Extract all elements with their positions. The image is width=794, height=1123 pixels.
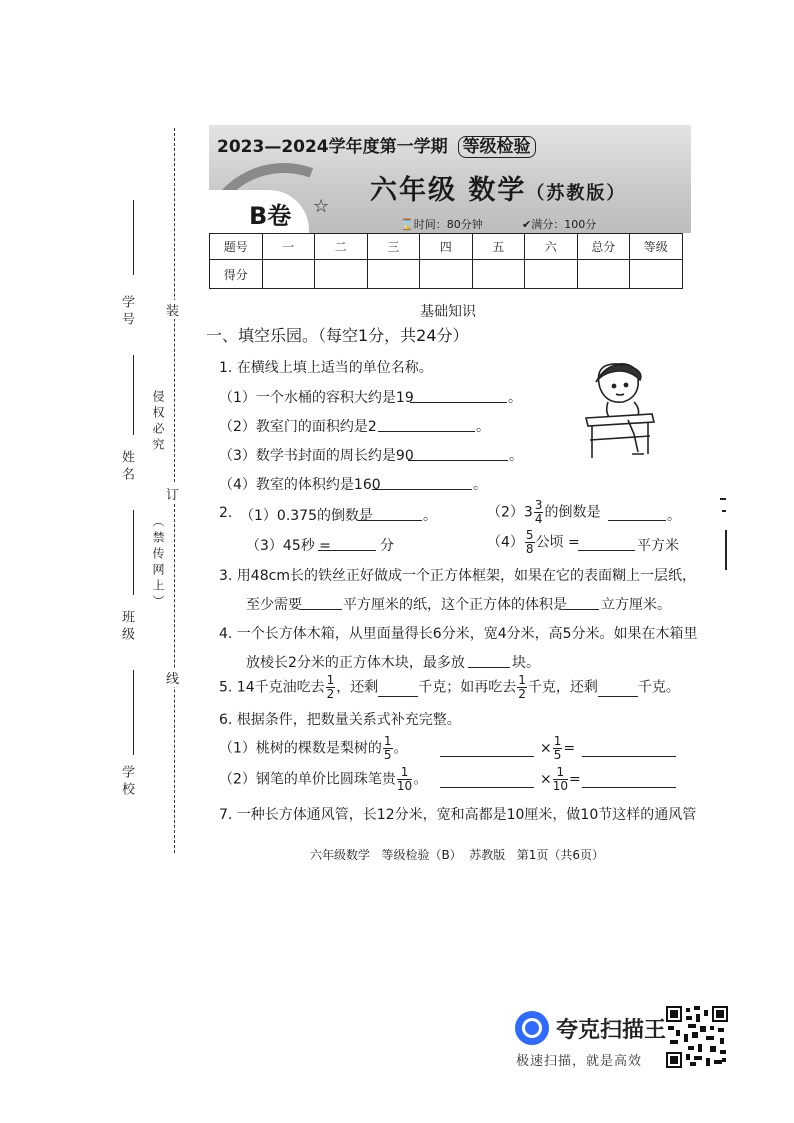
seal-char-xian: 线 <box>166 668 179 687</box>
q1-blank-1[interactable] <box>410 402 507 403</box>
star-icon: ☆ <box>313 196 330 217</box>
score-table <box>209 233 683 289</box>
table-header: 一 <box>262 234 315 260</box>
student-id-label: 学号 <box>119 295 134 329</box>
q6-blank-1b[interactable] <box>582 756 676 757</box>
student-at-desk-illustration <box>578 358 660 468</box>
q1-item-1: （1）一个水桶的容积大约是19 <box>219 390 414 406</box>
table-header: 六 <box>525 234 578 260</box>
class-blank <box>133 510 134 595</box>
q3-line2c: 立方厘米。 <box>601 597 671 613</box>
score-info: ✔满分：100分 <box>522 218 597 231</box>
q3-blank-2[interactable] <box>565 609 599 610</box>
q2-blank-a[interactable] <box>358 520 422 521</box>
q2-a: （1）0.375的倒数是 <box>240 508 373 524</box>
table-header: 三 <box>367 234 420 260</box>
q3-line2b: 平方厘米的纸，这个正方体的体积是 <box>343 597 567 613</box>
year-line: 2023—2024学年度第一学期 等级检验 <box>217 132 536 157</box>
q1-end-2: 。 <box>476 419 490 435</box>
q5-blank-2[interactable] <box>598 680 638 697</box>
notice-no-upload: （禁传网上） <box>151 515 165 611</box>
q4-line2b: 块。 <box>512 655 540 671</box>
q4-line2a: 放棱长2分米的正方体木块，最多放 <box>246 655 465 671</box>
q2-c: （3）45秒 = <box>246 538 331 554</box>
table-header: 二 <box>315 234 368 260</box>
seal-char-ding: 订 <box>166 484 179 503</box>
part1-title: 一、填空乐园。（每空1分，共24分） <box>206 326 469 345</box>
time-info: ⌛时间：80分钟 <box>400 218 483 231</box>
fraction: $\frac{1}{10}$ <box>396 765 413 793</box>
q1-end-4: 。 <box>473 477 487 493</box>
table-header: 等级 <box>630 234 683 260</box>
volume-label: B卷 <box>249 202 292 230</box>
score-cell[interactable] <box>315 260 368 289</box>
q1-item-3: （3）数学书封面的周长约是90 <box>219 448 414 464</box>
scan-mark <box>722 510 726 512</box>
notice-copyright: 侵权必究 <box>151 390 165 454</box>
check-circle-icon: ✔ <box>522 218 532 231</box>
name-blank <box>133 355 134 435</box>
watermark-slogan: 极速扫描，就是高效 <box>516 1054 643 1069</box>
seal-char-zhuang: 装 <box>166 300 179 319</box>
q6-formula-2: × $\frac{1}{10}$ = <box>540 765 581 793</box>
q1-blank-2[interactable] <box>378 431 475 432</box>
q2-blank-b[interactable] <box>608 520 666 521</box>
school-blank <box>133 670 134 755</box>
q1-stem: 1. 在横线上填上适当的单位名称。 <box>219 360 433 376</box>
q6-blank-2a[interactable] <box>440 787 534 788</box>
q7-line1: 7. 一种长方体通风管，长12分米，宽和高都是10厘米，做10节这样的通风管 <box>219 807 697 823</box>
q2-b: （2）3 $\frac{3}{4}$ 的倒数是 <box>487 498 601 526</box>
table-header: 题号 <box>210 234 263 260</box>
table-header: 总分 <box>577 234 630 260</box>
grade-subject-title: 六年级 数学（苏教版） <box>370 175 627 206</box>
q1-blank-4[interactable] <box>372 489 472 490</box>
q6-formula-1: × $\frac{1}{5}$ = <box>540 734 576 762</box>
hourglass-icon: ⌛ <box>400 218 414 231</box>
q1-item-2: （2）教室门的面积约是2 <box>219 419 377 435</box>
score-cell[interactable] <box>367 260 420 289</box>
q4-blank[interactable] <box>468 667 510 668</box>
page-footer: 六年级数学 等级检验（B） 苏教版 第1页（共6页） <box>310 848 605 862</box>
q3-line1: 3. 用48cm长的铁丝正好做成一个正方体框架，如果在它的表面糊上一层纸， <box>219 568 696 584</box>
fraction: $\frac{1}{2}$ <box>326 673 335 701</box>
q2-d-unit: 平方米 <box>637 538 679 554</box>
q2-number: 2. <box>219 505 233 521</box>
school-label: 学校 <box>119 765 134 799</box>
row-label: 得分 <box>210 260 263 289</box>
q2-blank-c[interactable] <box>318 550 376 551</box>
q4-line1: 4. 一个长方体木箱，从里面量得长6分米，宽4分米，高5分米。如果在木箱里 <box>219 626 698 642</box>
score-table-score-row <box>210 260 683 289</box>
q6-blank-1a[interactable] <box>440 756 534 757</box>
q2-end-a: 。 <box>423 508 437 524</box>
class-label: 班级 <box>119 610 134 644</box>
q1-end-3: 。 <box>509 448 523 464</box>
scan-mark <box>720 498 726 500</box>
fraction: $\frac{3}{4}$ <box>534 498 543 526</box>
fraction: $\frac{1}{5}$ <box>383 734 392 762</box>
section-title: 基础知识 <box>420 304 476 320</box>
q1-blank-3[interactable] <box>408 460 508 461</box>
q6-stem: 6. 根据条件，把数量关系式补充完整。 <box>219 712 461 728</box>
q5-blank-1[interactable] <box>378 680 418 697</box>
fraction: $\frac{1}{2}$ <box>518 673 526 701</box>
score-cell[interactable] <box>472 260 525 289</box>
exam-type-badge: 等级检验 <box>458 136 536 158</box>
q1-item-4: （4）教室的体积约是160 <box>219 477 381 493</box>
q2-blank-d[interactable] <box>578 550 635 551</box>
q2-c-unit: 分 <box>380 538 394 554</box>
quark-logo-icon <box>515 1011 549 1045</box>
watermark-brand: 夸克扫描王 <box>556 1018 667 1043</box>
score-cell[interactable] <box>525 260 578 289</box>
score-cell[interactable] <box>420 260 473 289</box>
q3-blank-1[interactable] <box>300 609 342 610</box>
q2-d: （4） $\frac{5}{8}$ 公顷 = <box>487 528 580 556</box>
score-cell[interactable] <box>630 260 683 289</box>
q6-item-1: （1）桃树的棵数是梨树的 $\frac{1}{5}$ 。 <box>219 734 408 762</box>
scan-mark <box>725 530 727 570</box>
table-header: 五 <box>472 234 525 260</box>
q2-end-b: 。 <box>667 508 681 524</box>
fraction: $\frac{1}{5}$ <box>553 734 562 762</box>
table-header: 四 <box>420 234 473 260</box>
q3-line2a: 至少需要 <box>246 597 302 613</box>
q5: 5. 14千克油吃去 $\frac{1}{2}$ ，还剩 千克；如再吃去 $\frac{1}{2}$ 千克，还剩 千克。 <box>219 673 680 701</box>
q6-blank-2b[interactable] <box>582 787 676 788</box>
score-table-header-row <box>210 234 683 260</box>
student-id-blank <box>133 200 134 275</box>
q6-item-2: （2）钢笔的单价比圆珠笔贵 $\frac{1}{10}$ 。 <box>219 765 428 793</box>
q1-end-1: 。 <box>508 390 522 406</box>
fraction: $\frac{5}{8}$ <box>525 528 534 556</box>
name-label: 姓名 <box>119 450 134 484</box>
score-cell[interactable] <box>262 260 315 289</box>
fraction: $\frac{1}{10}$ <box>552 765 569 793</box>
qr-code-icon <box>666 1006 728 1068</box>
score-cell[interactable] <box>577 260 630 289</box>
